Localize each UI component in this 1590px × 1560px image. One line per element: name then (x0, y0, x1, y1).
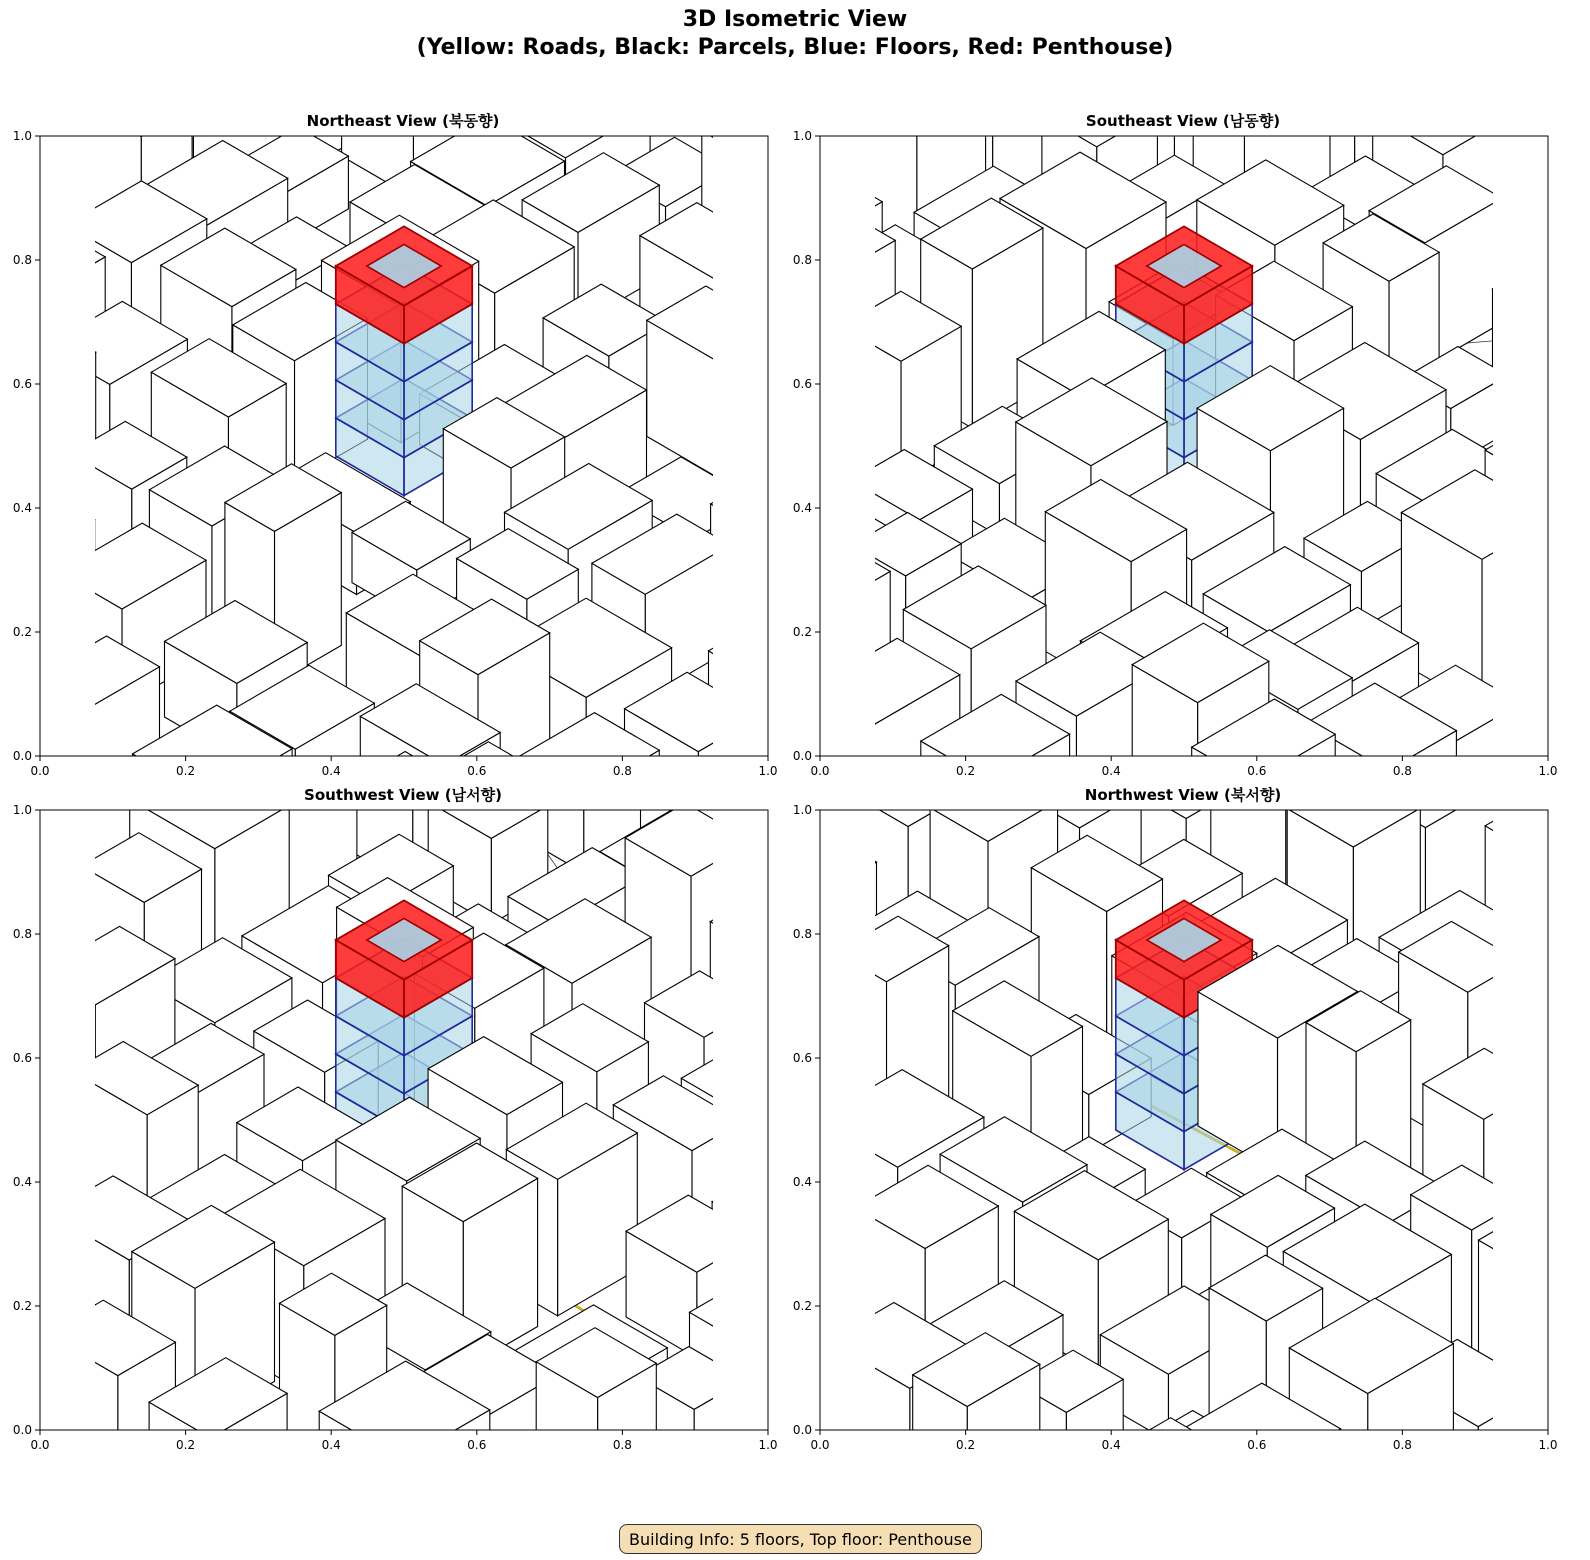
surrounding-building-side (0, 416, 23, 619)
parcel-line (0, 1134, 104, 1171)
surrounding-building-front (1512, 1067, 1571, 1201)
surrounding-building-roof (1493, 253, 1590, 334)
surrounding-building-front (0, 995, 54, 1104)
surrounding-building-front (417, 1489, 468, 1560)
y-tick-label: 0.2 (792, 625, 812, 639)
x-tick-label: 0.4 (1101, 764, 1121, 778)
parcel-line (0, 1140, 26, 1202)
panel-title-southeast: Southeast View (남동향) (1085, 112, 1281, 130)
surrounding-building-side (724, 331, 783, 482)
surrounding-building-front (37, 832, 95, 941)
surrounding-building-side (23, 352, 96, 543)
surrounding-building-front (319, 1411, 403, 1560)
surrounding-building-roof (417, 1440, 552, 1518)
surrounding-building-roof (1487, 174, 1590, 249)
surrounding-building-front (1512, 1134, 1573, 1305)
surrounding-building-roof (0, 1183, 95, 1261)
surrounding-building-front (1576, 253, 1590, 392)
surrounding-building-front (702, 131, 787, 321)
surrounding-building-front (1500, 983, 1550, 1077)
surrounding-building-roof (0, 1082, 29, 1172)
y-tick-label: 0.8 (12, 927, 32, 941)
x-tick-label: 0.2 (176, 1438, 196, 1452)
y-tick-label: 0.8 (792, 253, 812, 267)
surrounding-building-front (1498, 394, 1575, 533)
surrounding-building-front (1128, 1448, 1194, 1538)
surrounding-building-roof (0, 1046, 76, 1111)
surrounding-building-roof (1498, 361, 1590, 439)
surrounding-building-roof (0, 1223, 19, 1307)
surrounding-building-roof (1512, 1032, 1590, 1102)
surrounding-building-roof (87, 76, 192, 137)
surrounding-building-roof (346, 1489, 475, 1560)
y-tick-label: 0.0 (792, 1423, 812, 1437)
surrounding-building-roof (0, 185, 111, 259)
y-tick-label: 0.0 (792, 749, 812, 763)
x-tick-label: 1.0 (758, 1438, 778, 1452)
y-tick-label: 1.0 (12, 129, 32, 143)
x-tick-label: 0.6 (467, 1438, 487, 1452)
surrounding-building-side (1563, 1246, 1590, 1436)
surrounding-building-side (1482, 517, 1556, 710)
surrounding-building-front (0, 885, 31, 1013)
x-tick-label: 1.0 (1538, 1438, 1558, 1452)
surrounding-building-front (1565, 500, 1590, 601)
surrounding-building-roof (0, 334, 1, 419)
x-tick-label: 0.2 (176, 764, 196, 778)
panel-southwest (0, 800, 780, 1460)
surrounding-building-roof (0, 139, 31, 229)
surrounding-building-side (0, 1129, 29, 1267)
surrounding-building-front (0, 647, 10, 756)
x-tick-label: 0.0 (810, 764, 830, 778)
x-tick-label: 0.4 (321, 764, 341, 778)
surrounding-building-front (346, 1532, 401, 1560)
surrounding-building-roof (0, 598, 94, 681)
surrounding-building-roof (1576, 213, 1590, 302)
x-tick-label: 0.2 (956, 764, 976, 778)
panel-southeast (780, 126, 1560, 786)
surrounding-building-side (1573, 1135, 1590, 1304)
surrounding-building-side (0, 371, 1, 491)
surrounding-building-roof (1047, 1441, 1187, 1522)
figure-title (0, 6, 1590, 62)
x-tick-label: 0.6 (1247, 1438, 1267, 1452)
x-tick-label: 0.8 (1392, 764, 1412, 778)
panel-northwest (780, 800, 1560, 1460)
surrounding-building-side (813, 963, 866, 1089)
surrounding-building-side (1175, 1457, 1239, 1560)
x-tick-label: 0.8 (612, 764, 632, 778)
x-tick-label: 0.4 (1101, 1438, 1121, 1452)
y-tick-label: 0.2 (12, 625, 32, 639)
surrounding-building-roof (1571, 930, 1590, 1014)
y-tick-label: 0.0 (12, 1423, 32, 1437)
surrounding-building-side (1551, 980, 1590, 1077)
surrounding-building-side (1584, 598, 1590, 759)
panel-title-southwest: Southwest View (남서향) (304, 786, 502, 804)
surrounding-building-side (10, 633, 94, 755)
x-tick-label: 0.0 (30, 764, 50, 778)
parcel-line (1339, 1445, 1340, 1560)
surrounding-building-side (28, 1221, 95, 1312)
y-tick-label: 0.4 (12, 501, 32, 515)
x-tick-label: 0.8 (612, 1438, 632, 1452)
surrounding-building-side (1560, 464, 1590, 641)
surrounding-building-side (311, 1493, 386, 1560)
x-tick-label: 1.0 (1538, 764, 1558, 778)
road-line (44, 150, 63, 751)
surrounding-building-roof (1512, 1099, 1590, 1169)
surrounding-building-front (1498, 579, 1584, 759)
surrounding-building-side (1575, 406, 1590, 533)
surrounding-building-side (0, 185, 31, 378)
y-tick-label: 1.0 (792, 803, 812, 817)
panel-northeast (0, 126, 780, 786)
surrounding-building-front (1487, 218, 1538, 313)
figure-title-line2: (Yellow: Roads, Black: Parcels, Blue: Floors, Red: Penthouse) (416, 35, 1174, 60)
y-tick-label: 0.0 (12, 749, 32, 763)
surrounding-building-front (1177, 1432, 1256, 1560)
parcel-line (331, 1491, 572, 1500)
surrounding-building-side (1122, 1484, 1187, 1560)
surrounding-building-front (717, 405, 785, 536)
surrounding-building-front (1485, 450, 1560, 640)
x-tick-label: 0.0 (810, 1438, 830, 1452)
x-tick-label: 0.2 (956, 1438, 976, 1452)
surrounding-building-roof (1485, 420, 1590, 494)
y-tick-label: 1.0 (12, 803, 32, 817)
surrounding-building-front (1573, 328, 1590, 482)
y-tick-label: 0.2 (12, 1299, 32, 1313)
y-tick-label: 0.6 (12, 1051, 32, 1065)
surrounding-building-front (230, 1490, 311, 1560)
x-tick-label: 0.6 (1247, 764, 1267, 778)
surrounding-building-roof (1562, 490, 1590, 565)
surrounding-building-front (711, 504, 774, 639)
y-tick-label: 0.4 (792, 501, 812, 515)
figure-title-line1: 3D Isometric View (682, 7, 908, 32)
y-tick-label: 0.6 (792, 377, 812, 391)
surrounding-building-front (40, 973, 95, 1145)
y-tick-label: 0.8 (792, 927, 812, 941)
surrounding-building-side (797, 1128, 857, 1309)
surrounding-building-side (401, 1521, 475, 1560)
surrounding-building-side (1256, 1429, 1341, 1560)
surrounding-building-front (1580, 1131, 1590, 1257)
building-info-box: Building Info: 5 floors, Top floor: Penthouse (619, 1524, 982, 1554)
surrounding-building-side (31, 887, 106, 1014)
x-tick-label: 0.8 (1392, 1438, 1412, 1452)
surrounding-building-side (34, 257, 105, 425)
panel-title-northwest: Northwest View (북서향) (1084, 786, 1282, 804)
surrounding-building-side (1570, 1066, 1590, 1201)
y-tick-label: 0.8 (12, 253, 32, 267)
surrounding-building-side (796, 1226, 862, 1409)
road-line (44, 150, 63, 751)
surrounding-building-roof (1479, 1197, 1590, 1289)
x-tick-label: 0.4 (321, 1438, 341, 1452)
surrounding-building-roof (0, 858, 16, 936)
surrounding-building-side (1194, 1449, 1258, 1538)
panel-title-northeast: Northeast View (북동향) (306, 112, 500, 130)
surrounding-building-roof (0, 842, 106, 931)
surrounding-building-side (468, 1470, 552, 1560)
x-tick-label: 0.6 (467, 764, 487, 778)
surrounding-building-roof (1573, 285, 1590, 364)
y-tick-label: 0.4 (12, 1175, 32, 1189)
surrounding-building-front (1571, 967, 1590, 1165)
surrounding-building-roof (1580, 1087, 1590, 1160)
y-tick-label: 1.0 (792, 129, 812, 143)
y-tick-label: 0.6 (792, 1051, 812, 1065)
surrounding-building-roof (1498, 548, 1590, 629)
surrounding-building-front (0, 259, 34, 425)
surrounding-building-side (1543, 812, 1590, 994)
surrounding-building-front (1047, 1478, 1122, 1560)
x-tick-label: 1.0 (758, 764, 778, 778)
y-tick-label: 0.2 (792, 1299, 812, 1313)
surrounding-building-side (1571, 299, 1590, 438)
surrounding-building-front (1562, 534, 1590, 687)
y-tick-label: 0.6 (12, 377, 32, 391)
surrounding-building-roof (1500, 951, 1590, 1012)
surrounding-building-front (1485, 826, 1543, 994)
surrounding-building-front (1107, 1455, 1175, 1560)
surrounding-building-side (1539, 204, 1590, 313)
surrounding-building-roof (0, 484, 95, 566)
surrounding-building-side (0, 1273, 19, 1383)
surrounding-building-roof (1565, 451, 1590, 542)
parcel-line (1507, 1213, 1590, 1323)
surrounding-building-front (1493, 289, 1572, 438)
y-tick-label: 0.4 (792, 1175, 812, 1189)
surrounding-building-side (18, 1309, 102, 1442)
surrounding-building-side (811, 1123, 883, 1219)
surrounding-building-side (781, 377, 866, 544)
x-tick-label: 0.0 (30, 1438, 50, 1452)
surrounding-building-side (723, 251, 780, 374)
surrounding-building-roof (230, 1446, 386, 1537)
